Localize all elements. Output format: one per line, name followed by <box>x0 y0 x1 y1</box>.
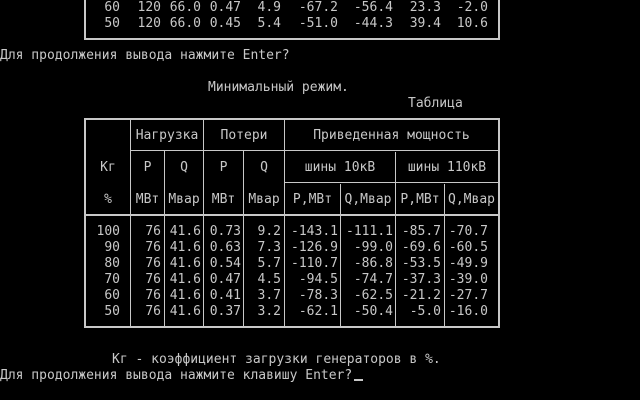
prev-table-cell: 60 <box>104 0 120 15</box>
prev-table-cell: -56.4 <box>353 0 393 15</box>
text-cursor <box>354 379 363 381</box>
unit-q-10kv: Q,Мвар <box>344 192 392 207</box>
continue-prompt-key <box>0 368 363 384</box>
table-cell: 76 <box>145 304 161 319</box>
prev-table-cell: 0.45 <box>209 16 241 31</box>
unit-q-110kv: Q,Мвар <box>448 192 495 207</box>
table-cell: -16.0 <box>448 304 488 319</box>
header-q-load: Q <box>180 160 188 175</box>
header-load: Нагрузка <box>135 128 199 143</box>
continue-prompt: Для продолжения вывода нажмите Enter? <box>0 48 290 63</box>
table-cell: -69.6 <box>401 240 441 255</box>
header-kg: Кг <box>100 160 116 175</box>
table-cell: 76 <box>145 256 161 271</box>
prev-table-cell: 66.0 <box>169 0 201 15</box>
header-bus-110kv: шины 110кВ <box>407 160 487 175</box>
table-cell: 0.63 <box>209 240 241 255</box>
footnote: Кг - коэффициент загрузки генераторов в %. <box>112 352 441 367</box>
table-cell: 76 <box>145 272 161 287</box>
table-cell: 4.5 <box>257 272 281 287</box>
table-cell: 9.2 <box>257 224 281 239</box>
table-cell: -21.2 <box>401 288 441 303</box>
table-cell: 76 <box>145 224 161 239</box>
table-cell: 0.73 <box>209 224 241 239</box>
table-cell: 5.7 <box>257 256 281 271</box>
table-cell: -37.3 <box>401 272 441 287</box>
table-cell: -39.0 <box>448 272 488 287</box>
header-losses: Потери <box>220 128 268 143</box>
table-cell: 41.6 <box>169 288 201 303</box>
table-cell: 7.3 <box>257 240 281 255</box>
table-label: Таблица <box>408 96 463 111</box>
table-cell: 100 <box>96 224 120 239</box>
table-cell: 41.6 <box>169 304 201 319</box>
table-cell: -143.1 <box>291 224 338 239</box>
table-cell: -99.0 <box>353 240 393 255</box>
prev-table-cell: -51.0 <box>298 16 338 31</box>
table-cell: 70 <box>104 272 120 287</box>
table-cell: 76 <box>145 240 161 255</box>
table-cell: -86.8 <box>353 256 393 271</box>
header-p-load: P <box>143 160 152 175</box>
table-cell: 41.6 <box>169 272 201 287</box>
table-cell: 3.2 <box>257 304 281 319</box>
header-p-loss: P <box>219 160 228 175</box>
table-cell: 0.41 <box>209 288 241 303</box>
table-cell: -50.4 <box>353 304 393 319</box>
table-cell: -111.1 <box>346 224 393 239</box>
mode-title: Минимальный режим. <box>208 80 349 95</box>
unit-p-10kv: P,МВт <box>292 192 333 207</box>
table-cell: 41.6 <box>169 256 201 271</box>
prev-table-cell: -2.0 <box>456 0 488 15</box>
table-cell: -85.7 <box>401 224 441 239</box>
table-cell: 3.7 <box>257 288 281 303</box>
prev-table-cell: 23.3 <box>409 0 441 15</box>
table-cell: 0.54 <box>209 256 241 271</box>
table-cell: 80 <box>104 256 120 271</box>
header-reduced-power: Приведенная мощность <box>313 128 470 143</box>
prev-table-cell: 4.9 <box>257 0 281 15</box>
prev-table-cell: -67.2 <box>298 0 338 15</box>
table-cell: 0.47 <box>209 272 241 287</box>
table-cell: 90 <box>104 240 120 255</box>
prev-table-cell: 10.6 <box>456 16 488 31</box>
prev-table-cell: 120 <box>137 0 161 15</box>
prev-table-cell: -44.3 <box>353 16 393 31</box>
unit-mw-loss: МВт <box>211 192 236 207</box>
continue-prompt-text: Для продолжения вывода нажмите клавишу Enter? <box>0 368 353 383</box>
table-cell: -62.1 <box>298 304 338 319</box>
prev-table-cell: 50 <box>104 16 120 31</box>
prev-table-cell: 120 <box>137 16 161 31</box>
table-cell: -110.7 <box>291 256 338 271</box>
header-q-loss: Q <box>260 160 268 175</box>
header-percent: % <box>104 192 112 207</box>
unit-mvar-load: Мвар <box>168 192 200 207</box>
prev-table-cell: 39.4 <box>409 16 441 31</box>
table-cell: -49.9 <box>448 256 488 271</box>
table-cell: -70.7 <box>448 224 488 239</box>
table-cell: -74.7 <box>353 272 393 287</box>
table-cell: -126.9 <box>291 240 338 255</box>
unit-p-110kv: P,МВт <box>400 192 440 207</box>
table-cell: -53.5 <box>401 256 441 271</box>
table-cell: -62.5 <box>353 288 393 303</box>
table-cell: 0.37 <box>209 304 241 319</box>
table-cell: 76 <box>145 288 161 303</box>
table-cell: 41.6 <box>169 224 201 239</box>
table-cell: 41.6 <box>169 240 201 255</box>
prev-table-cell: 0.47 <box>209 0 241 15</box>
unit-mvar-loss: Мвар <box>248 192 280 207</box>
prev-table-cell: 5.4 <box>257 16 281 31</box>
header-bus-10kv: шины 10кВ <box>304 160 376 175</box>
table-cell: -60.5 <box>448 240 488 255</box>
table-cell: -94.5 <box>298 272 338 287</box>
table-cell: 60 <box>104 288 120 303</box>
unit-mw-load: МВт <box>135 192 160 207</box>
table-cell: 50 <box>104 304 120 319</box>
table-cell: -5.0 <box>409 304 441 319</box>
table-cell: -27.7 <box>448 288 488 303</box>
prev-table-cell: 66.0 <box>169 16 201 31</box>
table-cell: -78.3 <box>298 288 338 303</box>
